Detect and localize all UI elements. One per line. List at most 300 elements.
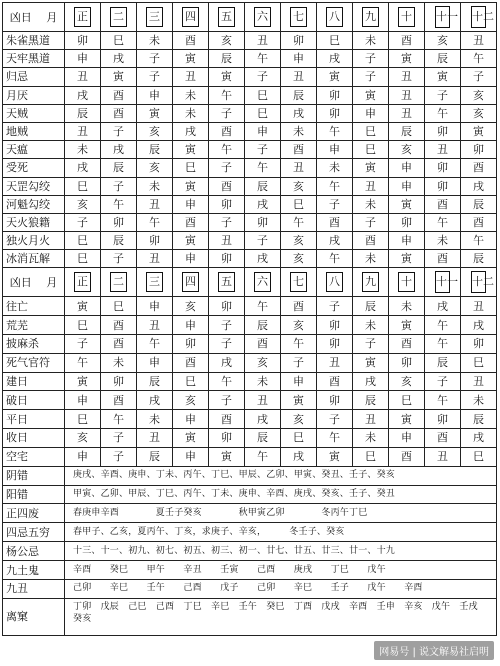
branch-cell: 丑 xyxy=(281,68,317,86)
branch-cell: 子 xyxy=(317,297,353,316)
branch-cell: 寅 xyxy=(281,391,317,410)
branch-cell: 亥 xyxy=(137,159,173,177)
month-cell xyxy=(173,3,209,32)
month-cell xyxy=(461,268,497,297)
branch-cell: 卯 xyxy=(209,195,245,213)
month-label: 十 xyxy=(398,272,415,292)
month-label: 九 xyxy=(362,7,379,27)
table1-body xyxy=(3,3,497,268)
branch-cell: 戌 xyxy=(281,447,317,466)
month-label: 十一 xyxy=(435,6,450,28)
branch-cell: 辰 xyxy=(209,50,245,68)
branch-cell: 未 xyxy=(353,250,389,268)
branch-cell: 卯 xyxy=(425,177,461,195)
branch-cell: 亥 xyxy=(281,410,317,429)
month-cell xyxy=(173,268,209,297)
branch-cell: 子 xyxy=(245,68,281,86)
branch-cell: 卯 xyxy=(317,86,353,104)
month-cell xyxy=(137,3,173,32)
row-label: 天瘟 xyxy=(3,141,65,159)
branch-cell: 寅 xyxy=(173,177,209,195)
branch-cell: 巳 xyxy=(389,391,425,410)
branch-cell: 亥 xyxy=(281,177,317,195)
branch-cell: 亥 xyxy=(281,250,317,268)
branch-cell: 酉 xyxy=(281,141,317,159)
table-row xyxy=(3,213,497,231)
branch-cell: 辰 xyxy=(461,250,497,268)
table-row xyxy=(3,86,497,104)
branch-cell: 午 xyxy=(317,250,353,268)
table-row xyxy=(3,316,497,335)
branch-cell: 丑 xyxy=(137,195,173,213)
branch-cell: 戌 xyxy=(461,177,497,195)
month-cell xyxy=(65,3,101,32)
branch-cell: 丑 xyxy=(425,447,461,466)
branch-cell: 酉 xyxy=(389,447,425,466)
branch-cell: 卯 xyxy=(425,122,461,140)
table-row xyxy=(3,250,497,268)
branch-cell: 申 xyxy=(317,141,353,159)
row-label: 朱雀黑道 xyxy=(3,32,65,50)
branch-cell: 未 xyxy=(137,410,173,429)
branch-cell: 未 xyxy=(353,32,389,50)
branch-cell: 卯 xyxy=(425,159,461,177)
row-label: 阳错 xyxy=(3,485,65,504)
branch-cell: 戌 xyxy=(281,104,317,122)
branch-cell: 寅 xyxy=(389,50,425,68)
month-cell xyxy=(281,3,317,32)
branch-cell: 寅 xyxy=(173,232,209,250)
month-cell xyxy=(425,268,461,297)
branch-cell: 子 xyxy=(209,104,245,122)
row-label: 往亡 xyxy=(3,297,65,316)
branch-cell: 卯 xyxy=(101,213,137,231)
branch-cell: 丑 xyxy=(173,68,209,86)
branch-cell: 寅 xyxy=(317,68,353,86)
branch-cell: 巳 xyxy=(353,447,389,466)
branch-cell: 子 xyxy=(245,232,281,250)
branch-cell: 未 xyxy=(173,86,209,104)
row-label: 天火狼籍 xyxy=(3,213,65,231)
branch-cell: 酉 xyxy=(173,353,209,372)
month-label: 六 xyxy=(254,272,271,292)
table2-body xyxy=(3,268,497,466)
stem-branch-list: 己卯 辛巳 壬午 己酉 戊子 己卯 辛巳 壬子 戊午 辛酉 xyxy=(65,579,497,598)
branch-cell: 辰 xyxy=(101,232,137,250)
table-row xyxy=(3,504,497,523)
branch-cell: 戌 xyxy=(65,86,101,104)
branch-cell: 子 xyxy=(101,447,137,466)
branch-cell: 巳 xyxy=(173,372,209,391)
branch-cell: 子 xyxy=(101,429,137,448)
branch-cell: 巳 xyxy=(65,177,101,195)
branch-cell: 午 xyxy=(425,335,461,354)
month-label: 五 xyxy=(218,272,235,292)
branch-cell: 未 xyxy=(101,353,137,372)
branch-cell: 申 xyxy=(65,50,101,68)
branch-cell: 寅 xyxy=(425,68,461,86)
table-row xyxy=(3,141,497,159)
table-row xyxy=(3,122,497,140)
branch-cell: 午 xyxy=(101,195,137,213)
month-header-row xyxy=(3,3,497,32)
branch-cell: 寅 xyxy=(353,353,389,372)
branch-cell: 子 xyxy=(137,68,173,86)
table-row xyxy=(3,523,497,542)
branch-cell: 酉 xyxy=(173,213,209,231)
table-row xyxy=(3,391,497,410)
table-row xyxy=(3,485,497,504)
branch-cell: 巳 xyxy=(281,195,317,213)
branch-cell: 午 xyxy=(281,335,317,354)
branch-cell: 未 xyxy=(425,232,461,250)
branch-cell: 午 xyxy=(137,213,173,231)
branch-cell: 子 xyxy=(209,391,245,410)
branch-cell: 申 xyxy=(389,177,425,195)
branch-cell: 子 xyxy=(461,68,497,86)
table-row xyxy=(3,353,497,372)
row-label: 破日 xyxy=(3,391,65,410)
row-label: 地贼 xyxy=(3,122,65,140)
branch-cell: 未 xyxy=(137,32,173,50)
branch-cell: 午 xyxy=(245,447,281,466)
branch-cell: 酉 xyxy=(245,335,281,354)
branch-cell: 酉 xyxy=(425,429,461,448)
branch-cell: 巳 xyxy=(245,86,281,104)
branch-cell: 酉 xyxy=(353,232,389,250)
branch-cell: 戌 xyxy=(245,410,281,429)
branch-cell: 戌 xyxy=(461,429,497,448)
month-label: 正 xyxy=(74,7,91,27)
branch-cell: 戌 xyxy=(209,353,245,372)
branch-cell: 未 xyxy=(281,122,317,140)
branch-cell: 子 xyxy=(281,353,317,372)
branch-cell: 未 xyxy=(65,141,101,159)
month-label: 七 xyxy=(290,7,307,27)
branch-cell: 酉 xyxy=(209,122,245,140)
branch-cell: 卯 xyxy=(461,335,497,354)
branch-cell: 亥 xyxy=(137,122,173,140)
branch-cell: 亥 xyxy=(209,32,245,50)
branch-cell: 午 xyxy=(209,141,245,159)
branch-cell: 午 xyxy=(425,316,461,335)
branch-cell: 午 xyxy=(425,213,461,231)
branch-cell: 巳 xyxy=(245,104,281,122)
branch-cell: 巳 xyxy=(101,32,137,50)
branch-cell: 卯 xyxy=(389,213,425,231)
branch-cell: 辰 xyxy=(101,159,137,177)
branch-cell: 酉 xyxy=(317,372,353,391)
branch-cell: 申 xyxy=(173,195,209,213)
branch-cell: 寅 xyxy=(389,195,425,213)
branch-cell: 丑 xyxy=(461,32,497,50)
row-label: 河魁勾绞 xyxy=(3,195,65,213)
branch-cell: 卯 xyxy=(281,32,317,50)
month-header-row xyxy=(3,268,497,297)
branch-cell: 午 xyxy=(461,50,497,68)
row-label: 归忌 xyxy=(3,68,65,86)
row-label: 月厌 xyxy=(3,86,65,104)
branch-cell: 卯 xyxy=(65,32,101,50)
branch-cell: 子 xyxy=(353,68,389,86)
branch-cell: 申 xyxy=(389,429,425,448)
branch-cell: 丑 xyxy=(425,141,461,159)
branch-cell: 未 xyxy=(461,391,497,410)
branch-cell: 亥 xyxy=(461,86,497,104)
branch-cell: 亥 xyxy=(173,297,209,316)
table-row xyxy=(3,372,497,391)
month-cell xyxy=(353,3,389,32)
branch-cell: 酉 xyxy=(425,250,461,268)
month-cell xyxy=(245,268,281,297)
header-label: 凶日 月 xyxy=(3,268,65,297)
branch-cell: 酉 xyxy=(101,104,137,122)
branch-cell: 子 xyxy=(209,213,245,231)
branch-cell: 巳 xyxy=(65,316,101,335)
month-label: 十二 xyxy=(471,6,486,28)
month-label: 二 xyxy=(110,272,127,292)
branch-cell: 午 xyxy=(209,86,245,104)
month-label: 十 xyxy=(398,7,415,27)
month-label: 十一 xyxy=(435,271,450,293)
branch-cell: 申 xyxy=(389,232,425,250)
stem-branch-list: 十三、十一、初九、初七、初五、初三、初一、廿七、廿五、廿三、廿一、十九 xyxy=(65,542,497,561)
branch-cell: 寅 xyxy=(353,86,389,104)
branch-cell: 亥 xyxy=(281,316,317,335)
branch-cell: 未 xyxy=(317,159,353,177)
branch-cell: 辰 xyxy=(245,177,281,195)
branch-cell: 酉 xyxy=(425,195,461,213)
branch-cell: 亥 xyxy=(65,195,101,213)
branch-cell: 子 xyxy=(317,410,353,429)
branch-cell: 戌 xyxy=(65,159,101,177)
branch-cell: 子 xyxy=(353,335,389,354)
table-row xyxy=(3,195,497,213)
month-label: 五 xyxy=(218,7,235,27)
table-row xyxy=(3,335,497,354)
branch-cell: 酉 xyxy=(281,297,317,316)
table-row xyxy=(3,104,497,122)
branch-cell: 午 xyxy=(317,122,353,140)
branch-cell: 寅 xyxy=(173,141,209,159)
branch-cell: 丑 xyxy=(461,297,497,316)
branch-cell: 亥 xyxy=(281,232,317,250)
branch-cell: 丑 xyxy=(389,86,425,104)
branch-cell: 戌 xyxy=(317,50,353,68)
branch-cell: 申 xyxy=(65,447,101,466)
stem-branch-list: 辛酉 癸巳 甲午 辛丑 壬寅 己酉 庚戌 丁巳 戊午 xyxy=(65,561,497,580)
branch-cell: 卯 xyxy=(209,250,245,268)
month-label: 八 xyxy=(326,272,343,292)
branch-cell: 寅 xyxy=(65,297,101,316)
branch-cell: 酉 xyxy=(389,32,425,50)
branch-cell: 寅 xyxy=(137,104,173,122)
branch-cell: 巳 xyxy=(65,232,101,250)
branch-cell: 寅 xyxy=(209,447,245,466)
branch-cell: 子 xyxy=(317,195,353,213)
branch-cell: 未 xyxy=(245,372,281,391)
branch-cell: 子 xyxy=(137,50,173,68)
branch-cell: 酉 xyxy=(173,32,209,50)
branch-cell: 丑 xyxy=(353,177,389,195)
branch-cell: 戌 xyxy=(173,122,209,140)
branch-cell: 亥 xyxy=(389,141,425,159)
table-row xyxy=(3,50,497,68)
table-row xyxy=(3,466,497,485)
branch-cell: 丑 xyxy=(137,429,173,448)
branch-cell: 午 xyxy=(317,177,353,195)
row-label: 九土鬼 xyxy=(3,561,65,580)
branch-cell: 午 xyxy=(245,159,281,177)
branch-cell: 午 xyxy=(137,335,173,354)
branch-cell: 辰 xyxy=(245,316,281,335)
row-label: 披麻杀 xyxy=(3,335,65,354)
branch-cell: 未 xyxy=(353,429,389,448)
branch-cell: 巳 xyxy=(353,122,389,140)
row-label: 独火月火 xyxy=(3,232,65,250)
branch-cell: 丑 xyxy=(317,353,353,372)
branch-cell: 酉 xyxy=(461,159,497,177)
month-cell xyxy=(209,268,245,297)
branch-cell: 寅 xyxy=(173,50,209,68)
branch-cell: 申 xyxy=(245,122,281,140)
branch-cell: 未 xyxy=(353,195,389,213)
branch-cell: 寅 xyxy=(173,429,209,448)
branch-cell: 子 xyxy=(425,372,461,391)
branch-cell: 卯 xyxy=(137,232,173,250)
row-label: 荒芜 xyxy=(3,316,65,335)
branch-cell: 丑 xyxy=(65,68,101,86)
watermark: 网易号 | 说文解易社启明 xyxy=(374,641,494,660)
branch-cell: 亥 xyxy=(173,391,209,410)
month-cell xyxy=(317,3,353,32)
branch-cell: 亥 xyxy=(389,372,425,391)
branch-cell: 申 xyxy=(137,353,173,372)
branch-cell: 丑 xyxy=(137,250,173,268)
row-label: 天牢黑道 xyxy=(3,50,65,68)
branch-cell: 子 xyxy=(65,213,101,231)
month-label: 正 xyxy=(74,272,91,292)
month-cell xyxy=(137,268,173,297)
branch-cell: 子 xyxy=(353,50,389,68)
branch-cell: 卯 xyxy=(209,297,245,316)
branch-cell: 亥 xyxy=(245,353,281,372)
branch-cell: 戌 xyxy=(353,372,389,391)
branch-cell: 午 xyxy=(101,410,137,429)
branch-cell: 卯 xyxy=(209,429,245,448)
branch-cell: 午 xyxy=(461,232,497,250)
table-row xyxy=(3,177,497,195)
branch-cell: 子 xyxy=(245,141,281,159)
branch-cell: 卯 xyxy=(425,410,461,429)
table-row xyxy=(3,429,497,448)
branch-cell: 申 xyxy=(173,316,209,335)
table-row xyxy=(3,68,497,86)
branch-cell: 巳 xyxy=(101,297,137,316)
month-cell xyxy=(101,3,137,32)
branch-cell: 辰 xyxy=(137,447,173,466)
branch-cell: 巳 xyxy=(317,32,353,50)
branch-cell: 卯 xyxy=(461,141,497,159)
branch-cell: 丑 xyxy=(245,391,281,410)
month-label: 三 xyxy=(146,272,163,292)
branch-cell: 午 xyxy=(425,391,461,410)
branch-cell: 丑 xyxy=(65,122,101,140)
month-cell xyxy=(101,268,137,297)
month-cell xyxy=(353,268,389,297)
inauspicious-days-table xyxy=(2,2,497,636)
branch-cell: 寅 xyxy=(353,159,389,177)
branch-cell: 子 xyxy=(209,335,245,354)
branch-cell: 午 xyxy=(245,50,281,68)
branch-cell: 戌 xyxy=(137,391,173,410)
branch-cell: 辰 xyxy=(389,122,425,140)
branch-cell: 辰 xyxy=(245,429,281,448)
table-row xyxy=(3,232,497,250)
branch-cell: 子 xyxy=(101,177,137,195)
month-label: 四 xyxy=(182,7,199,27)
month-label: 四 xyxy=(182,272,199,292)
row-label: 正四废 xyxy=(3,504,65,523)
branch-cell: 卯 xyxy=(389,353,425,372)
branch-cell: 未 xyxy=(137,177,173,195)
month-label: 十二 xyxy=(471,271,486,293)
branch-cell: 丑 xyxy=(389,104,425,122)
branch-cell: 辰 xyxy=(461,195,497,213)
branch-cell: 酉 xyxy=(101,335,137,354)
branch-cell: 午 xyxy=(317,429,353,448)
row-label: 收日 xyxy=(3,429,65,448)
month-label: 九 xyxy=(362,272,379,292)
row-label: 四忌五穷 xyxy=(3,523,65,542)
table-row xyxy=(3,542,497,561)
branch-cell: 卯 xyxy=(173,335,209,354)
branch-cell: 辰 xyxy=(137,372,173,391)
branch-cell: 寅 xyxy=(101,68,137,86)
branch-cell: 申 xyxy=(65,391,101,410)
branch-cell: 子 xyxy=(353,213,389,231)
branch-cell: 戌 xyxy=(317,232,353,250)
branch-cell: 申 xyxy=(353,104,389,122)
branch-cell: 辰 xyxy=(425,50,461,68)
table-row xyxy=(3,579,497,598)
branch-cell: 辰 xyxy=(137,141,173,159)
branch-cell: 午 xyxy=(425,104,461,122)
branch-cell: 寅 xyxy=(389,410,425,429)
branch-cell: 酉 xyxy=(209,410,245,429)
branch-cell: 巳 xyxy=(281,429,317,448)
branch-cell: 酉 xyxy=(317,213,353,231)
branch-cell: 寅 xyxy=(209,68,245,86)
branch-cell: 丑 xyxy=(137,316,173,335)
branch-cell: 子 xyxy=(101,122,137,140)
branch-cell: 丑 xyxy=(461,372,497,391)
row-label: 杨公忌 xyxy=(3,542,65,561)
branch-cell: 午 xyxy=(281,213,317,231)
branch-cell: 寅 xyxy=(461,122,497,140)
branch-cell: 辰 xyxy=(461,410,497,429)
row-label: 阴错 xyxy=(3,466,65,485)
branch-cell: 酉 xyxy=(389,335,425,354)
branch-cell: 戌 xyxy=(101,50,137,68)
branch-cell: 巳 xyxy=(173,159,209,177)
branch-cell: 午 xyxy=(65,353,101,372)
branch-cell: 丑 xyxy=(389,68,425,86)
branch-cell: 申 xyxy=(173,250,209,268)
branch-cell: 辰 xyxy=(353,297,389,316)
branch-cell: 子 xyxy=(425,86,461,104)
branch-cell: 子 xyxy=(209,316,245,335)
